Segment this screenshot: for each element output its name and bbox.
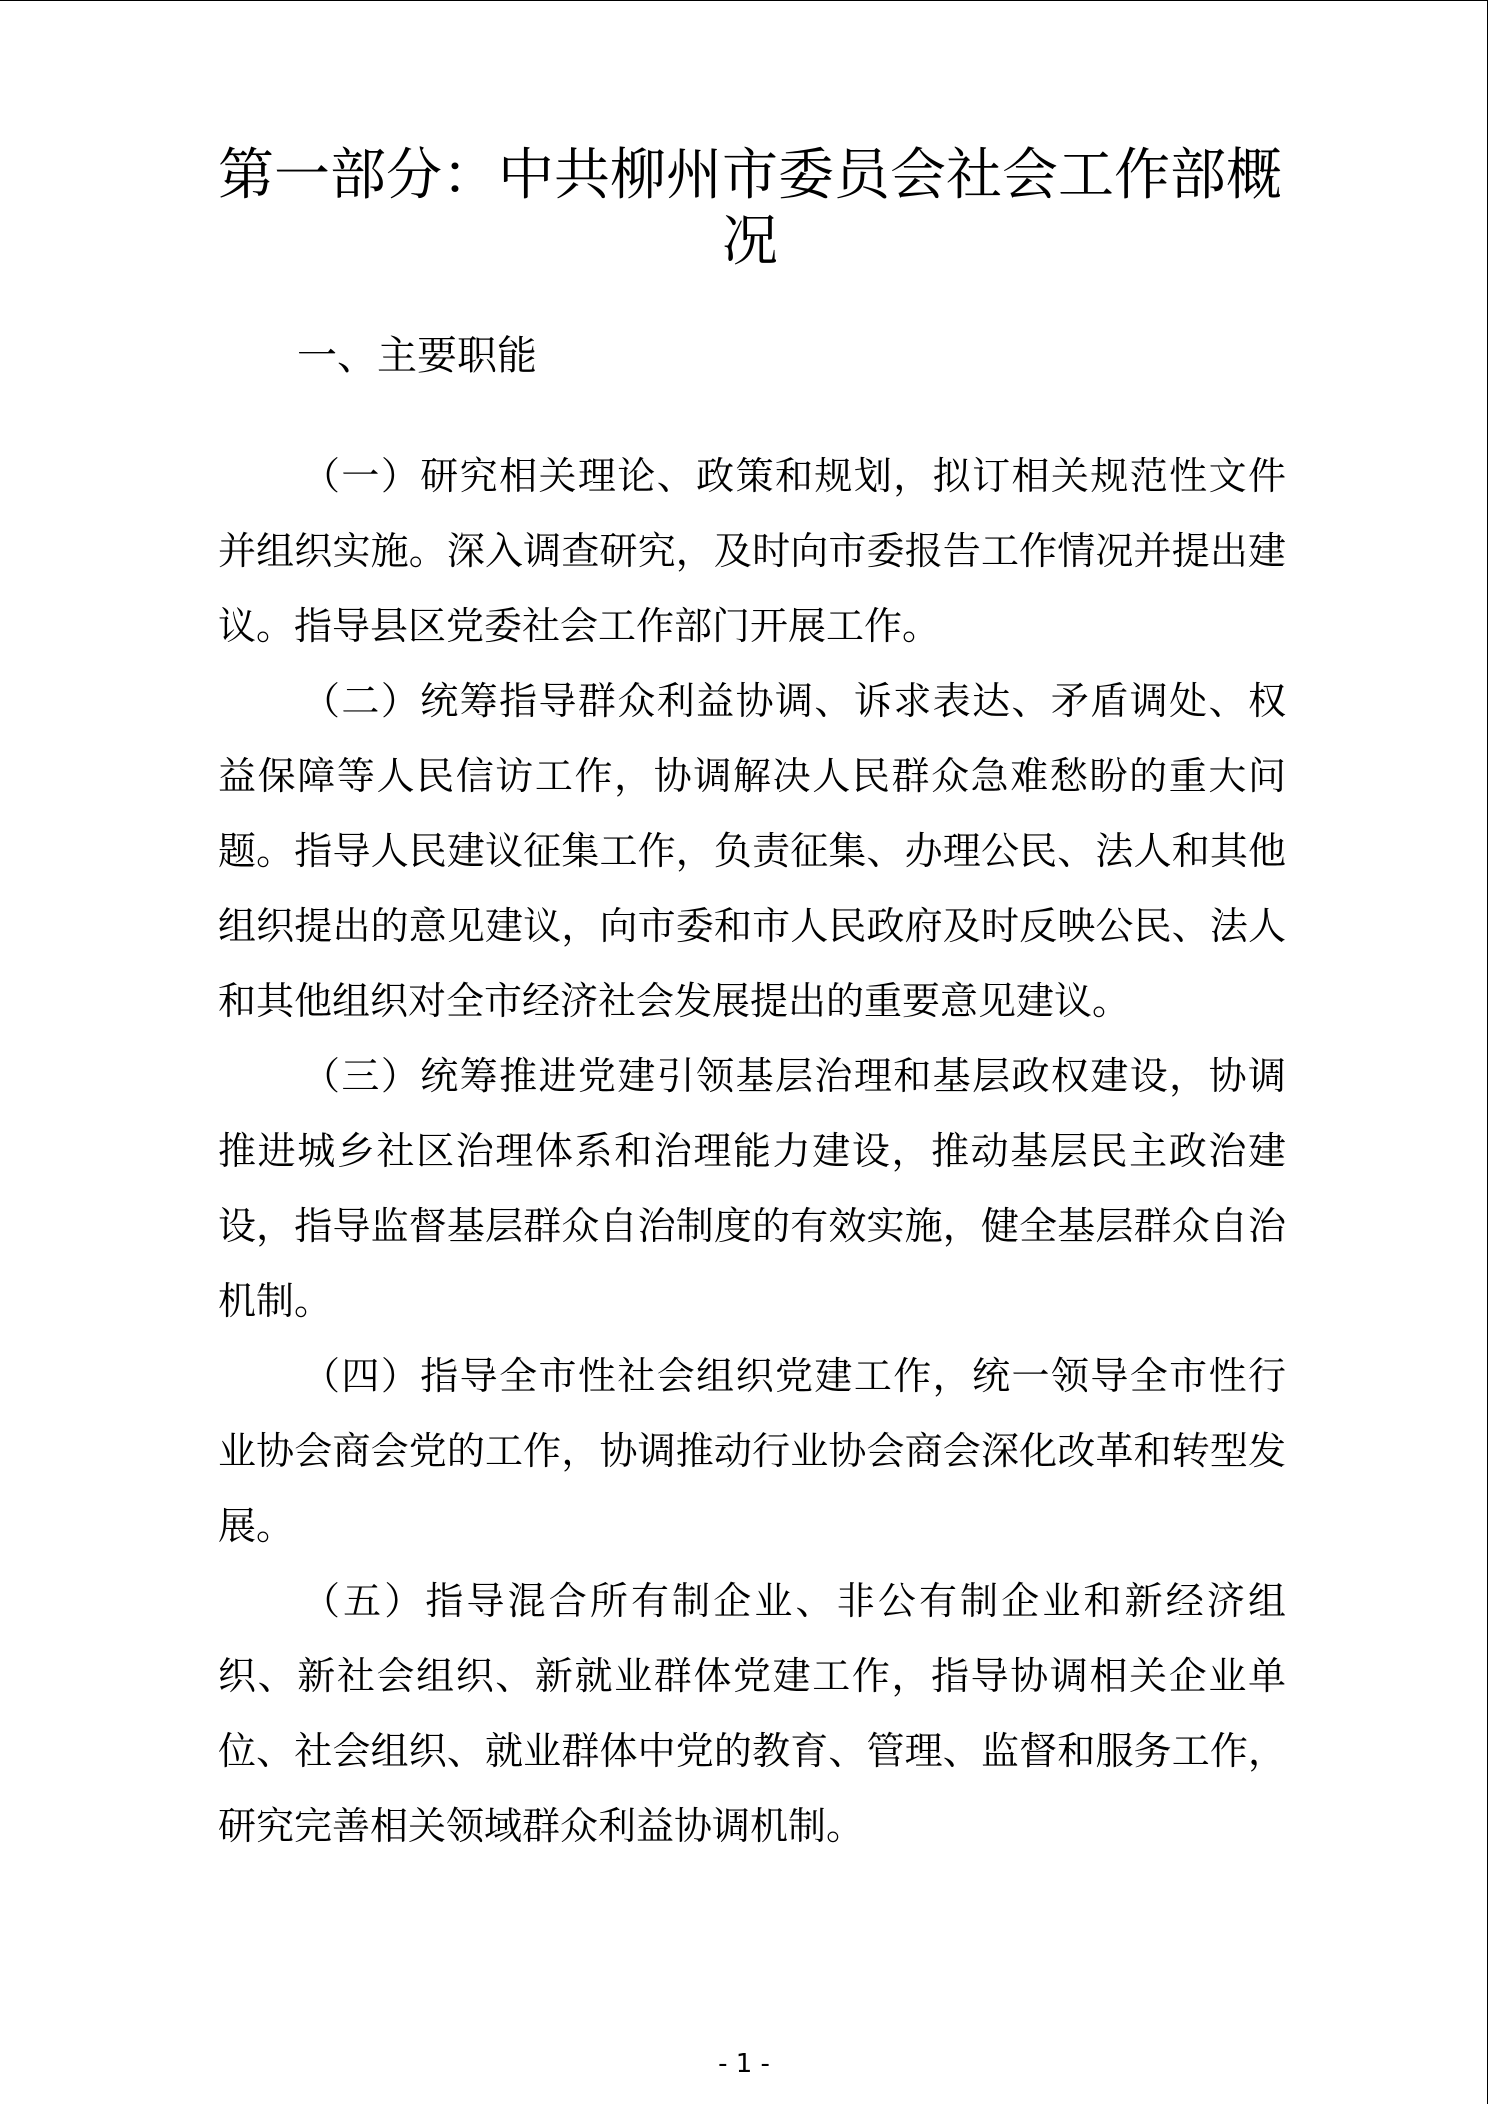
- paragraph-1: （一）研究相关理论、政策和规划，拟订相关规范性文件并组织实施。深入调查研究，及时向市委报告工作情况并提出建议。指导县区党委社会工作部门开展工作。: [218, 454, 1286, 648]
- section-heading: 一、主要职能: [297, 333, 537, 379]
- paragraph-5: （五）指导混合所有制企业、非公有制企业和新经济组织、新社会组织、新就业群体党建工作，指导协调相关企业单位、社会组织、就业群体中党的教育、管理、监督和服务工作，研究完善相关领域群众利益协调机制。: [218, 1579, 1286, 1848]
- body-text: [218, 439, 1286, 1864]
- paragraph-2: （二）统筹指导群众利益协调、诉求表达、矛盾调处、权益保障等人民信访工作，协调解决人民群众急难愁盼的重大问题。指导人民建议征集工作，负责征集、办理公民、法人和其他组织提出的意见建议，向市委和市人民政府及时反映公民、法人和其他组织对全市经济社会发展提出的重要意见建议。: [218, 679, 1286, 1023]
- page-number: - 1 -: [718, 2049, 770, 2079]
- paragraph-4: （四）指导全市性社会组织党建工作，统一领导全市性行业协会商会党的工作，协调推动行业协会商会深化改革和转型发展。: [218, 1354, 1286, 1548]
- paragraph-3: （三）统筹推进党建引领基层治理和基层政权建设，协调推进城乡社区治理体系和治理能力建设，推动基层民主政治建设，指导监督基层群众自治制度的有效实施，健全基层群众自治机制。: [218, 1054, 1286, 1323]
- page-title: 第一部分：中共柳州市委员会社会工作部概况: [218, 143, 1282, 274]
